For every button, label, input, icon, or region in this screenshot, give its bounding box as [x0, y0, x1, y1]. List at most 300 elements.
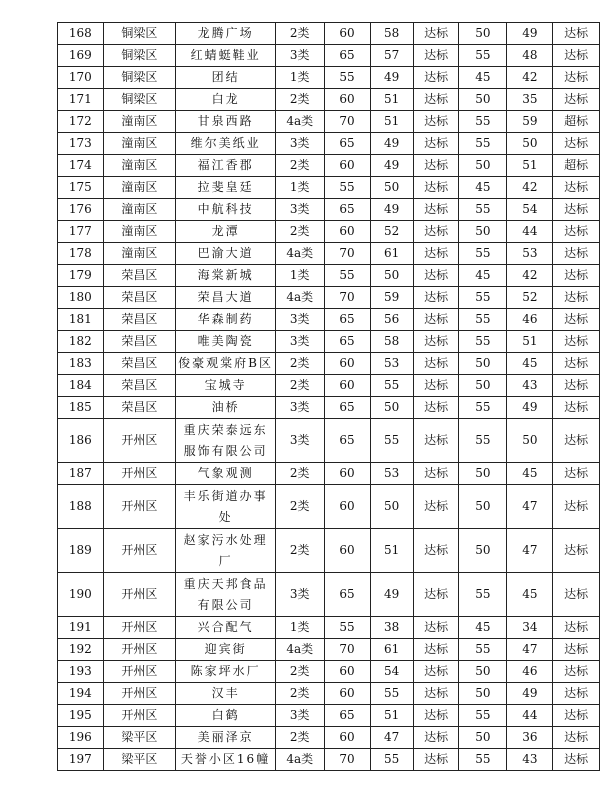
- day-limit-cell: 60: [324, 155, 370, 177]
- night-result-cell: 达标: [553, 23, 600, 45]
- zone-category-cell: 2类: [275, 89, 324, 111]
- day-result-cell: 达标: [413, 199, 459, 221]
- site-name-cell: 重庆荣泰远东服饰有限公司: [176, 419, 276, 463]
- day-limit-cell: 65: [324, 45, 370, 67]
- zone-category-cell: 2类: [275, 661, 324, 683]
- row-number-cell: 191: [58, 617, 104, 639]
- table-row: [58, 529, 600, 573]
- table-row: [58, 705, 600, 727]
- night-limit-cell: 55: [459, 705, 507, 727]
- zone-category-cell: 3类: [275, 573, 324, 617]
- table-row: [58, 111, 600, 133]
- zone-category-cell: 4a类: [275, 243, 324, 265]
- table-row: [58, 397, 600, 419]
- row-number-cell: 187: [58, 463, 104, 485]
- district-cell: 开州区: [103, 683, 176, 705]
- night-limit-cell: 55: [459, 309, 507, 331]
- day-result-cell: 达标: [413, 177, 459, 199]
- day-measured-cell: 58: [370, 331, 413, 353]
- night-measured-cell: 45: [507, 463, 553, 485]
- site-name-cell: 唯美陶瓷: [176, 331, 276, 353]
- day-limit-cell: 55: [324, 67, 370, 89]
- night-limit-cell: 55: [459, 133, 507, 155]
- night-limit-cell: 55: [459, 639, 507, 661]
- site-name-cell: 龙潭: [176, 221, 276, 243]
- night-measured-cell: 43: [507, 375, 553, 397]
- night-measured-cell: 52: [507, 287, 553, 309]
- night-result-cell: 达标: [553, 221, 600, 243]
- night-result-cell: 达标: [553, 529, 600, 573]
- district-cell: 梁平区: [103, 727, 176, 749]
- zone-category-cell: 2类: [275, 221, 324, 243]
- district-cell: 开州区: [103, 661, 176, 683]
- row-number-cell: 182: [58, 331, 104, 353]
- night-result-cell: 达标: [553, 45, 600, 67]
- site-name-cell: 团结: [176, 67, 276, 89]
- district-cell: 荣昌区: [103, 331, 176, 353]
- night-measured-cell: 47: [507, 639, 553, 661]
- site-name-cell: 甘泉西路: [176, 111, 276, 133]
- day-limit-cell: 55: [324, 177, 370, 199]
- row-number-cell: 170: [58, 67, 104, 89]
- row-number-cell: 174: [58, 155, 104, 177]
- table-row: [58, 309, 600, 331]
- day-limit-cell: 60: [324, 353, 370, 375]
- district-cell: 开州区: [103, 463, 176, 485]
- day-measured-cell: 55: [370, 419, 413, 463]
- day-result-cell: 达标: [413, 727, 459, 749]
- day-limit-cell: 55: [324, 617, 370, 639]
- table-row: [58, 67, 600, 89]
- day-result-cell: 达标: [413, 155, 459, 177]
- day-measured-cell: 55: [370, 683, 413, 705]
- night-measured-cell: 50: [507, 133, 553, 155]
- day-limit-cell: 60: [324, 89, 370, 111]
- night-limit-cell: 50: [459, 529, 507, 573]
- table-row: [58, 749, 600, 771]
- night-result-cell: 达标: [553, 287, 600, 309]
- night-limit-cell: 45: [459, 177, 507, 199]
- site-name-cell: 海棠新城: [176, 265, 276, 287]
- night-measured-cell: 45: [507, 353, 553, 375]
- night-measured-cell: 48: [507, 45, 553, 67]
- zone-category-cell: 2类: [275, 485, 324, 529]
- night-measured-cell: 42: [507, 67, 553, 89]
- day-measured-cell: 61: [370, 639, 413, 661]
- district-cell: 开州区: [103, 485, 176, 529]
- district-cell: 开州区: [103, 617, 176, 639]
- district-cell: 开州区: [103, 639, 176, 661]
- day-result-cell: 达标: [413, 683, 459, 705]
- night-measured-cell: 35: [507, 89, 553, 111]
- night-result-cell: 达标: [553, 199, 600, 221]
- night-measured-cell: 59: [507, 111, 553, 133]
- day-result-cell: 达标: [413, 243, 459, 265]
- zone-category-cell: 2类: [275, 463, 324, 485]
- night-result-cell: 达标: [553, 67, 600, 89]
- night-measured-cell: 53: [507, 243, 553, 265]
- night-result-cell: 超标: [553, 111, 600, 133]
- site-name-cell: 巴渝大道: [176, 243, 276, 265]
- day-limit-cell: 65: [324, 309, 370, 331]
- district-cell: 梁平区: [103, 749, 176, 771]
- zone-category-cell: 1类: [275, 617, 324, 639]
- night-limit-cell: 50: [459, 485, 507, 529]
- site-name-cell: 天誉小区16幢: [176, 749, 276, 771]
- night-measured-cell: 45: [507, 573, 553, 617]
- night-limit-cell: 55: [459, 397, 507, 419]
- night-limit-cell: 55: [459, 111, 507, 133]
- table-row: [58, 331, 600, 353]
- district-cell: 潼南区: [103, 111, 176, 133]
- table-row: [58, 353, 600, 375]
- table-row: [58, 617, 600, 639]
- day-result-cell: 达标: [413, 529, 459, 573]
- zone-category-cell: 2类: [275, 375, 324, 397]
- day-result-cell: 达标: [413, 23, 459, 45]
- site-name-cell: 兴合配气: [176, 617, 276, 639]
- zone-category-cell: 4a类: [275, 111, 324, 133]
- day-limit-cell: 70: [324, 287, 370, 309]
- night-measured-cell: 42: [507, 177, 553, 199]
- site-name-cell: 维尔美纸业: [176, 133, 276, 155]
- night-result-cell: 达标: [553, 749, 600, 771]
- day-result-cell: 达标: [413, 89, 459, 111]
- night-result-cell: 超标: [553, 155, 600, 177]
- table-row: [58, 89, 600, 111]
- district-cell: 铜梁区: [103, 67, 176, 89]
- day-measured-cell: 49: [370, 199, 413, 221]
- site-name-cell: 宝城寺: [176, 375, 276, 397]
- row-number-cell: 190: [58, 573, 104, 617]
- day-result-cell: 达标: [413, 661, 459, 683]
- site-name-cell: 龙腾广场: [176, 23, 276, 45]
- zone-category-cell: 1类: [275, 265, 324, 287]
- day-measured-cell: 51: [370, 89, 413, 111]
- site-name-cell: 白龙: [176, 89, 276, 111]
- row-number-cell: 177: [58, 221, 104, 243]
- site-name-cell: 气象观测: [176, 463, 276, 485]
- day-result-cell: 达标: [413, 331, 459, 353]
- zone-category-cell: 2类: [275, 155, 324, 177]
- night-measured-cell: 44: [507, 221, 553, 243]
- day-measured-cell: 47: [370, 727, 413, 749]
- day-limit-cell: 65: [324, 419, 370, 463]
- day-result-cell: 达标: [413, 639, 459, 661]
- day-limit-cell: 70: [324, 639, 370, 661]
- day-measured-cell: 56: [370, 309, 413, 331]
- table-body: [58, 23, 600, 771]
- night-result-cell: 达标: [553, 243, 600, 265]
- night-result-cell: 达标: [553, 661, 600, 683]
- day-limit-cell: 60: [324, 221, 370, 243]
- night-measured-cell: 49: [507, 23, 553, 45]
- zone-category-cell: 3类: [275, 419, 324, 463]
- district-cell: 荣昌区: [103, 375, 176, 397]
- night-measured-cell: 44: [507, 705, 553, 727]
- zone-category-cell: 1类: [275, 67, 324, 89]
- day-limit-cell: 65: [324, 199, 370, 221]
- day-result-cell: 达标: [413, 287, 459, 309]
- row-number-cell: 196: [58, 727, 104, 749]
- zone-category-cell: 3类: [275, 199, 324, 221]
- day-measured-cell: 49: [370, 155, 413, 177]
- day-measured-cell: 54: [370, 661, 413, 683]
- table-row: [58, 661, 600, 683]
- day-measured-cell: 53: [370, 463, 413, 485]
- zone-category-cell: 2类: [275, 529, 324, 573]
- night-limit-cell: 55: [459, 573, 507, 617]
- day-result-cell: 达标: [413, 45, 459, 67]
- day-result-cell: 达标: [413, 67, 459, 89]
- day-result-cell: 达标: [413, 111, 459, 133]
- day-limit-cell: 60: [324, 727, 370, 749]
- zone-category-cell: 4a类: [275, 287, 324, 309]
- site-name-cell: 油桥: [176, 397, 276, 419]
- site-name-cell: 红蜻蜓鞋业: [176, 45, 276, 67]
- day-limit-cell: 60: [324, 485, 370, 529]
- site-name-cell: 汉丰: [176, 683, 276, 705]
- night-measured-cell: 47: [507, 485, 553, 529]
- table-row: [58, 727, 600, 749]
- zone-category-cell: 3类: [275, 331, 324, 353]
- table-row: [58, 573, 600, 617]
- zone-category-cell: 2类: [275, 727, 324, 749]
- night-measured-cell: 43: [507, 749, 553, 771]
- night-result-cell: 达标: [553, 485, 600, 529]
- day-result-cell: 达标: [413, 573, 459, 617]
- district-cell: 潼南区: [103, 199, 176, 221]
- row-number-cell: 172: [58, 111, 104, 133]
- site-name-cell: 重庆天邦食品有限公司: [176, 573, 276, 617]
- night-measured-cell: 34: [507, 617, 553, 639]
- day-result-cell: 达标: [413, 221, 459, 243]
- day-result-cell: 达标: [413, 749, 459, 771]
- day-measured-cell: 49: [370, 67, 413, 89]
- site-name-cell: 陈家坪水厂: [176, 661, 276, 683]
- zone-category-cell: 3类: [275, 45, 324, 67]
- night-limit-cell: 55: [459, 749, 507, 771]
- day-measured-cell: 61: [370, 243, 413, 265]
- night-result-cell: 达标: [553, 309, 600, 331]
- day-result-cell: 达标: [413, 419, 459, 463]
- day-limit-cell: 70: [324, 111, 370, 133]
- row-number-cell: 180: [58, 287, 104, 309]
- row-number-cell: 169: [58, 45, 104, 67]
- night-limit-cell: 50: [459, 683, 507, 705]
- district-cell: 潼南区: [103, 155, 176, 177]
- district-cell: 潼南区: [103, 133, 176, 155]
- day-limit-cell: 60: [324, 683, 370, 705]
- row-number-cell: 194: [58, 683, 104, 705]
- zone-category-cell: 1类: [275, 177, 324, 199]
- night-result-cell: 达标: [553, 375, 600, 397]
- row-number-cell: 175: [58, 177, 104, 199]
- district-cell: 开州区: [103, 419, 176, 463]
- district-cell: 荣昌区: [103, 309, 176, 331]
- day-limit-cell: 60: [324, 463, 370, 485]
- district-cell: 铜梁区: [103, 45, 176, 67]
- day-result-cell: 达标: [413, 309, 459, 331]
- table-row: [58, 23, 600, 45]
- night-limit-cell: 50: [459, 375, 507, 397]
- district-cell: 荣昌区: [103, 265, 176, 287]
- day-measured-cell: 59: [370, 287, 413, 309]
- day-measured-cell: 38: [370, 617, 413, 639]
- night-limit-cell: 50: [459, 353, 507, 375]
- day-result-cell: 达标: [413, 353, 459, 375]
- site-name-cell: 福江香郡: [176, 155, 276, 177]
- night-result-cell: 达标: [553, 397, 600, 419]
- night-limit-cell: 55: [459, 199, 507, 221]
- day-limit-cell: 65: [324, 705, 370, 727]
- row-number-cell: 186: [58, 419, 104, 463]
- night-limit-cell: 50: [459, 89, 507, 111]
- zone-category-cell: 2类: [275, 23, 324, 45]
- night-result-cell: 达标: [553, 331, 600, 353]
- table-row: [58, 133, 600, 155]
- zone-category-cell: 3类: [275, 397, 324, 419]
- night-limit-cell: 45: [459, 265, 507, 287]
- table-row: [58, 45, 600, 67]
- row-number-cell: 176: [58, 199, 104, 221]
- night-limit-cell: 50: [459, 661, 507, 683]
- site-name-cell: 丰乐街道办事处: [176, 485, 276, 529]
- day-measured-cell: 50: [370, 485, 413, 529]
- night-measured-cell: 36: [507, 727, 553, 749]
- table-row: [58, 639, 600, 661]
- table-row: [58, 243, 600, 265]
- day-limit-cell: 65: [324, 397, 370, 419]
- table-row: [58, 683, 600, 705]
- district-cell: 铜梁区: [103, 89, 176, 111]
- night-limit-cell: 55: [459, 419, 507, 463]
- site-name-cell: 美丽泽京: [176, 727, 276, 749]
- table-row: [58, 199, 600, 221]
- site-name-cell: 白鹤: [176, 705, 276, 727]
- night-measured-cell: 47: [507, 529, 553, 573]
- day-result-cell: 达标: [413, 133, 459, 155]
- site-name-cell: 迎宾街: [176, 639, 276, 661]
- row-number-cell: 181: [58, 309, 104, 331]
- night-limit-cell: 50: [459, 727, 507, 749]
- day-measured-cell: 53: [370, 353, 413, 375]
- night-result-cell: 达标: [553, 727, 600, 749]
- day-limit-cell: 70: [324, 243, 370, 265]
- night-result-cell: 达标: [553, 617, 600, 639]
- day-limit-cell: 65: [324, 133, 370, 155]
- district-cell: 开州区: [103, 705, 176, 727]
- district-cell: 荣昌区: [103, 397, 176, 419]
- night-measured-cell: 49: [507, 683, 553, 705]
- site-name-cell: 拉斐皇廷: [176, 177, 276, 199]
- night-result-cell: 达标: [553, 177, 600, 199]
- district-cell: 潼南区: [103, 243, 176, 265]
- row-number-cell: 178: [58, 243, 104, 265]
- night-limit-cell: 55: [459, 243, 507, 265]
- night-result-cell: 达标: [553, 89, 600, 111]
- night-result-cell: 达标: [553, 639, 600, 661]
- day-result-cell: 达标: [413, 463, 459, 485]
- day-measured-cell: 50: [370, 397, 413, 419]
- night-measured-cell: 50: [507, 419, 553, 463]
- zone-category-cell: 3类: [275, 705, 324, 727]
- night-result-cell: 达标: [553, 353, 600, 375]
- site-name-cell: 赵家污水处理厂: [176, 529, 276, 573]
- night-result-cell: 达标: [553, 463, 600, 485]
- row-number-cell: 185: [58, 397, 104, 419]
- row-number-cell: 195: [58, 705, 104, 727]
- day-result-cell: 达标: [413, 265, 459, 287]
- row-number-cell: 193: [58, 661, 104, 683]
- day-measured-cell: 57: [370, 45, 413, 67]
- zone-category-cell: 3类: [275, 133, 324, 155]
- table-row: [58, 287, 600, 309]
- table-row: [58, 221, 600, 243]
- day-measured-cell: 49: [370, 573, 413, 617]
- day-result-cell: 达标: [413, 617, 459, 639]
- night-limit-cell: 55: [459, 45, 507, 67]
- day-result-cell: 达标: [413, 397, 459, 419]
- night-limit-cell: 45: [459, 617, 507, 639]
- day-limit-cell: 70: [324, 749, 370, 771]
- night-result-cell: 达标: [553, 705, 600, 727]
- district-cell: 开州区: [103, 529, 176, 573]
- night-limit-cell: 50: [459, 155, 507, 177]
- site-name-cell: 荣昌大道: [176, 287, 276, 309]
- zone-category-cell: 2类: [275, 353, 324, 375]
- day-result-cell: 达标: [413, 485, 459, 529]
- night-limit-cell: 45: [459, 67, 507, 89]
- day-limit-cell: 60: [324, 375, 370, 397]
- table-row: [58, 265, 600, 287]
- table-row: [58, 419, 600, 463]
- night-limit-cell: 50: [459, 221, 507, 243]
- table-row: [58, 485, 600, 529]
- row-number-cell: 179: [58, 265, 104, 287]
- day-measured-cell: 52: [370, 221, 413, 243]
- district-cell: 荣昌区: [103, 287, 176, 309]
- district-cell: 潼南区: [103, 221, 176, 243]
- day-result-cell: 达标: [413, 375, 459, 397]
- night-measured-cell: 54: [507, 199, 553, 221]
- day-limit-cell: 60: [324, 529, 370, 573]
- district-cell: 荣昌区: [103, 353, 176, 375]
- table-row: [58, 375, 600, 397]
- night-limit-cell: 50: [459, 463, 507, 485]
- day-result-cell: 达标: [413, 705, 459, 727]
- day-measured-cell: 51: [370, 529, 413, 573]
- night-result-cell: 达标: [553, 265, 600, 287]
- day-measured-cell: 55: [370, 749, 413, 771]
- night-measured-cell: 46: [507, 309, 553, 331]
- row-number-cell: 168: [58, 23, 104, 45]
- night-measured-cell: 46: [507, 661, 553, 683]
- day-measured-cell: 58: [370, 23, 413, 45]
- day-measured-cell: 51: [370, 111, 413, 133]
- night-measured-cell: 51: [507, 331, 553, 353]
- night-result-cell: 达标: [553, 419, 600, 463]
- district-cell: 潼南区: [103, 177, 176, 199]
- district-cell: 开州区: [103, 573, 176, 617]
- zone-category-cell: 2类: [275, 683, 324, 705]
- day-measured-cell: 51: [370, 705, 413, 727]
- table-row: [58, 177, 600, 199]
- site-name-cell: 中航科技: [176, 199, 276, 221]
- row-number-cell: 189: [58, 529, 104, 573]
- table-row: [58, 463, 600, 485]
- site-name-cell: 俊豪观棠府B区: [176, 353, 276, 375]
